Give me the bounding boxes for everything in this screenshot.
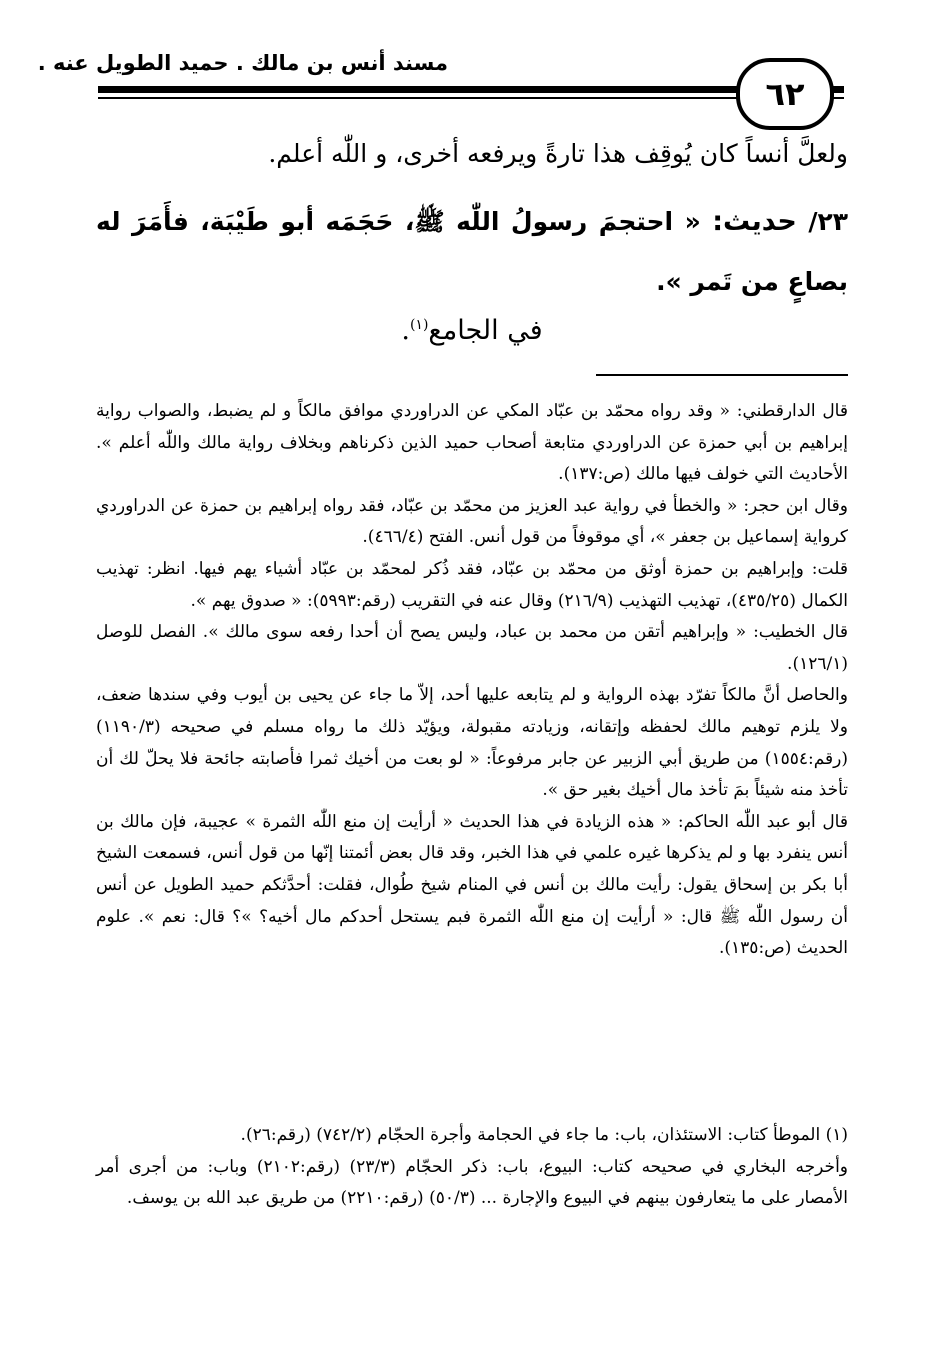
footnote-marker: (١) (409, 317, 429, 333)
footnote-paragraph: (١) الموطأ كتاب: الاستئذان، باب: ما جاء في الحجامة وأجرة الحجّام (٧٤٢/٢) (رقم:٢٦). (240, 1125, 848, 1145)
note-paragraph: قلت: وإبراهيم بن حمزة أوثق من محمّد بن عبّاد، فقد ذُكر لمحمّد بن عبّاد أشياء يهم فيها. انظر: تهذيب الكمال (٤٣٥/٢٥)، تهذيب التهذيب (٢١٦/٩) وقال عنه في التقريب (رقم:٥٩٩٣): « صدوق يهم ». (96, 558, 848, 611)
hadith-number: ٢٣/ (808, 207, 848, 236)
location-text: في الجامع (428, 315, 543, 346)
header-rule-thin (98, 97, 844, 99)
footnote-separator (596, 374, 848, 376)
running-header-title: مسند أنس بن مالك . حميد الطويل عنه . (37, 51, 448, 75)
page-number: ٦٢ (765, 75, 805, 113)
hadith-label: حديث: (712, 206, 797, 237)
location-end: . (401, 315, 410, 346)
note-paragraph: قال الدارقطني: « وقد رواه محمّد بن عبّاد المكي عن الدراوردي موافق مالكاً و لم يضبط، والصواب رواية إبراهيم بن أبي حمزة عن الدراوردي متابعة أصحاب حميد الذين ذكرناهم وبخلاف رواية مالك واللّٰه أعلم ». الأحاديث التي خولف فيها مالك (ص:١٣٧). (96, 401, 848, 485)
header-rule-thick (98, 86, 844, 93)
footnote-paragraph: وأخرجه البخاري في صحيحه كتاب: البيوع، باب: ذكر الحجّام (٢٣/٣) (رقم:٢١٠٢) وباب: من أجرى أمر الأمصار على ما يتعارفون بينهم في البيوع والإجارة ... (٥٠/٣) (رقم:٢٢١٠) من طريق عبد الله بن يوسف. (96, 1156, 848, 1209)
note-paragraph: والحاصل أنَّ مالكاً تفرّد بهذه الرواية و لم يتابعه عليها أحد، إلاّ ما جاء عن يحيى بن أيوب وفي سندها ضعف، ولا يلزم توهيم مالك لحفظه وإتقانه، وزيادته مقبولة، ويؤيّد ذلك ما رواه مسلم في صحيحه (١١٩٠/٣) (رقم:١٥٥٤) من طريق أبي الزبير عن جابر مرفوعاً: « لو بعت من أخيك ثمرا فأصابته جائحة فلا يحلّ لك أن تأخذ منه شيئاً بمَ تأخذ مال أخيك بغير حق ». (96, 685, 848, 801)
body-line-1: ولعلَّ أنساً كان يُوقِف هذا تارةً ويرفعه أخرى، و اللّٰه أعلم. (268, 139, 848, 168)
footnotes (96, 1120, 848, 1215)
note-paragraph: وقال ابن حجر: « والخطأ في رواية عبد العزيز من محمّد بن عبّاد، فقد رواه إبراهيم بن حمزة عن الدراوردي كرواية إسماعيل بن جعفر »، أي موقوفاً من قول أنس. الفتح (٤٦٦/٤). (96, 495, 848, 548)
commentary-notes (96, 396, 848, 965)
hadith-text: « احتجمَ رسولُ اللّٰه ﷺ، حَجَمَه أبو طَيْبَة، فأَمَرَ له بصاعٍ من تَمر ». (96, 207, 848, 296)
page-number-frame (736, 58, 834, 130)
note-paragraph: قال الخطيب: « وإبراهيم أتقن من محمد بن عباد، وليس يصح أن أحدا رفعه سوى مالك ». الفصل للوصل (١٢٦/١). (96, 622, 848, 674)
hadith-location (0, 305, 944, 351)
note-paragraph: قال أبو عبد اللّٰه الحاكم: « هذه الزيادة في هذا الحديث « أرأيت إن منع اللّٰه الثمرة » عجيبة، فإن مالك بن أنس ينفرد بها و لم يذكرها غيره علمي في هذا الخبر، وقد قال بعض أئمتنا إنّها من قول أنس، فسمعت الشيخ أبا بكر بن إسحاق يقول: رأيت مالك بن أنس في المنام شيخ طُوال، فقلت: أحدَّثكم حميد الطويل عن أنس أن رسول اللّٰه ﷺ قال: « أرأيت إن منع اللّٰه الثمرة فبم يستحل أحدكم مال أخيه؟ »؟ قال: نعم ». علوم الحديث (ص:١٣٥). (96, 811, 848, 959)
hadith-entry (96, 192, 848, 312)
